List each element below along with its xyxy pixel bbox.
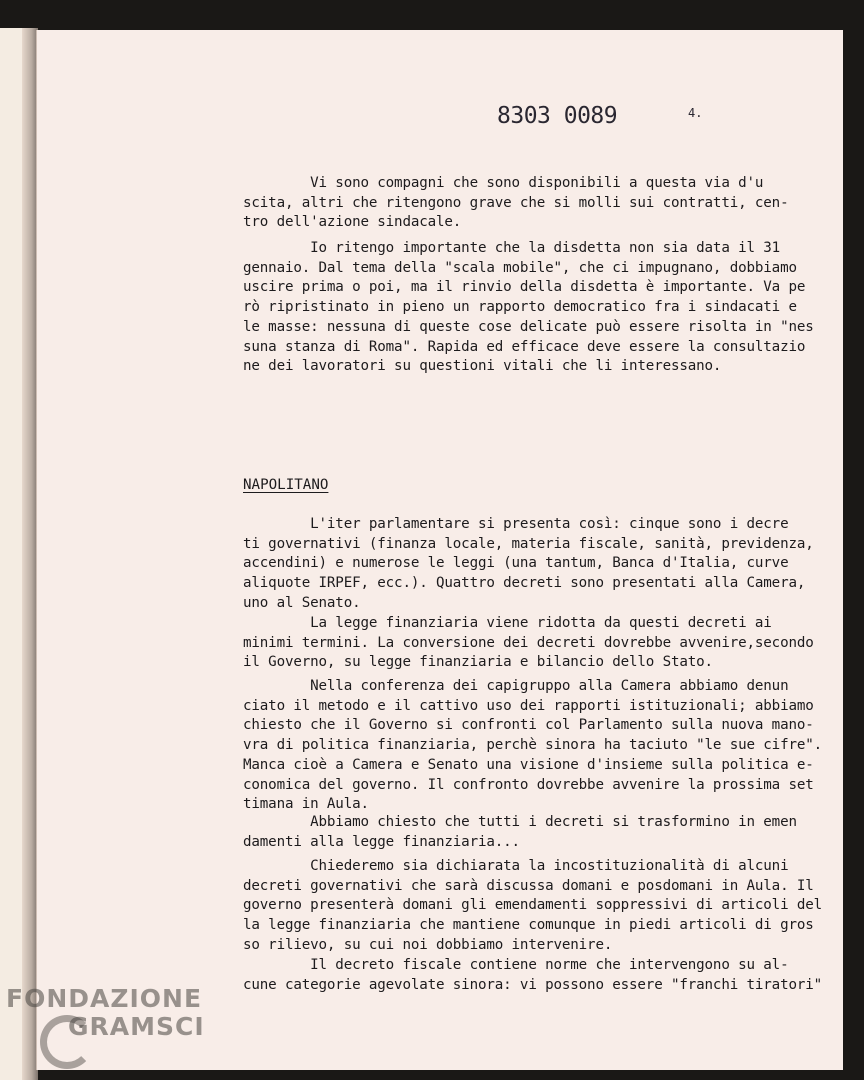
paragraph-1: Vi sono compagni che sono disponibili a questa via d'u scita, altri che ritengono grave che si molli sui contratti, cen- tro dell'azione sindacale. — [243, 175, 789, 231]
speaker-heading: NAPOLITANO — [243, 477, 329, 493]
paragraph-2: Io ritengo importante che la disdetta non sia data il 31 gennaio. Dal tema della "scala mobile", che ci impugnano, dobbiamo uscire prima o poi, ma il rinvio della disdetta è importante. Va pe rò ripristinato in pieno un rapporto democratico fra i sindacati e le masse: nessuna di queste cose delicate può essere risolta in "nes suna stanza di Roma". Rapida ed efficace deve essere la consultazio ne dei lavoratori su questioni vitali che li interessano. — [243, 240, 814, 375]
paragraph-3: L'iter parlamentare si presenta così: cinque sono i decre ti governativi (finanza locale, materia fiscale, sanità, previdenza, accendini) e numerose le leggi (una tantum, Banca d'Italia, curve aliquote IRPEF, ecc.). Quattro decreti sono presentati alla Camera, uno al Senato. — [243, 516, 814, 611]
page-number: 4. — [688, 106, 703, 120]
archive-stamp-number: 8303 0089 — [497, 103, 618, 129]
watermark — [6, 985, 205, 1041]
watermark-line-2: GRAMSCI — [68, 1012, 205, 1041]
paragraph-4: La legge finanziaria viene ridotta da questi decreti ai minimi termini. La conversione dei decreti dovrebbe avvenire,secondo il Governo, su legge finanziaria e bilancio dello Stato. — [243, 615, 814, 671]
watermark-line-1: FONDAZIONE — [6, 984, 203, 1013]
paragraph-8: Il decreto fiscale contiene norme che intervengono su al- cune categorie agevolate sinora: vi possono essere "franchi tiratori" — [243, 957, 823, 993]
paragraph-7: Chiederemo sia dichiarata la incostituzionalità di alcuni decreti governativi che sarà discussa domani e posdomani in Aula. Il governo presenterà domani gli emendamenti soppressivi di articoli del la legge finanziaria che mantiene comunque in piedi articoli di gros so rilievo, su cui noi dobbiamo intervenire. — [243, 858, 823, 953]
paragraph-6: Abbiamo chiesto che tutti i decreti si trasformino in emen damenti alla legge finanziaria... — [243, 814, 797, 850]
paragraph-5: Nella conferenza dei capigruppo alla Camera abbiamo denun ciato il metodo e il cattivo uso dei rapporti istituzionali; abbiamo chiesto che il Governo si confronti col Parlamento sulla nuova mano- vra di politica finanziaria, perchè sinora ha taciuto "le sue cifre". Manca cioè a Camera e Senato una visione d'insieme sulla politica e- conomica del governo. Il confronto dovrebbe avvenire la prossima set timana in Aula. — [243, 678, 823, 813]
